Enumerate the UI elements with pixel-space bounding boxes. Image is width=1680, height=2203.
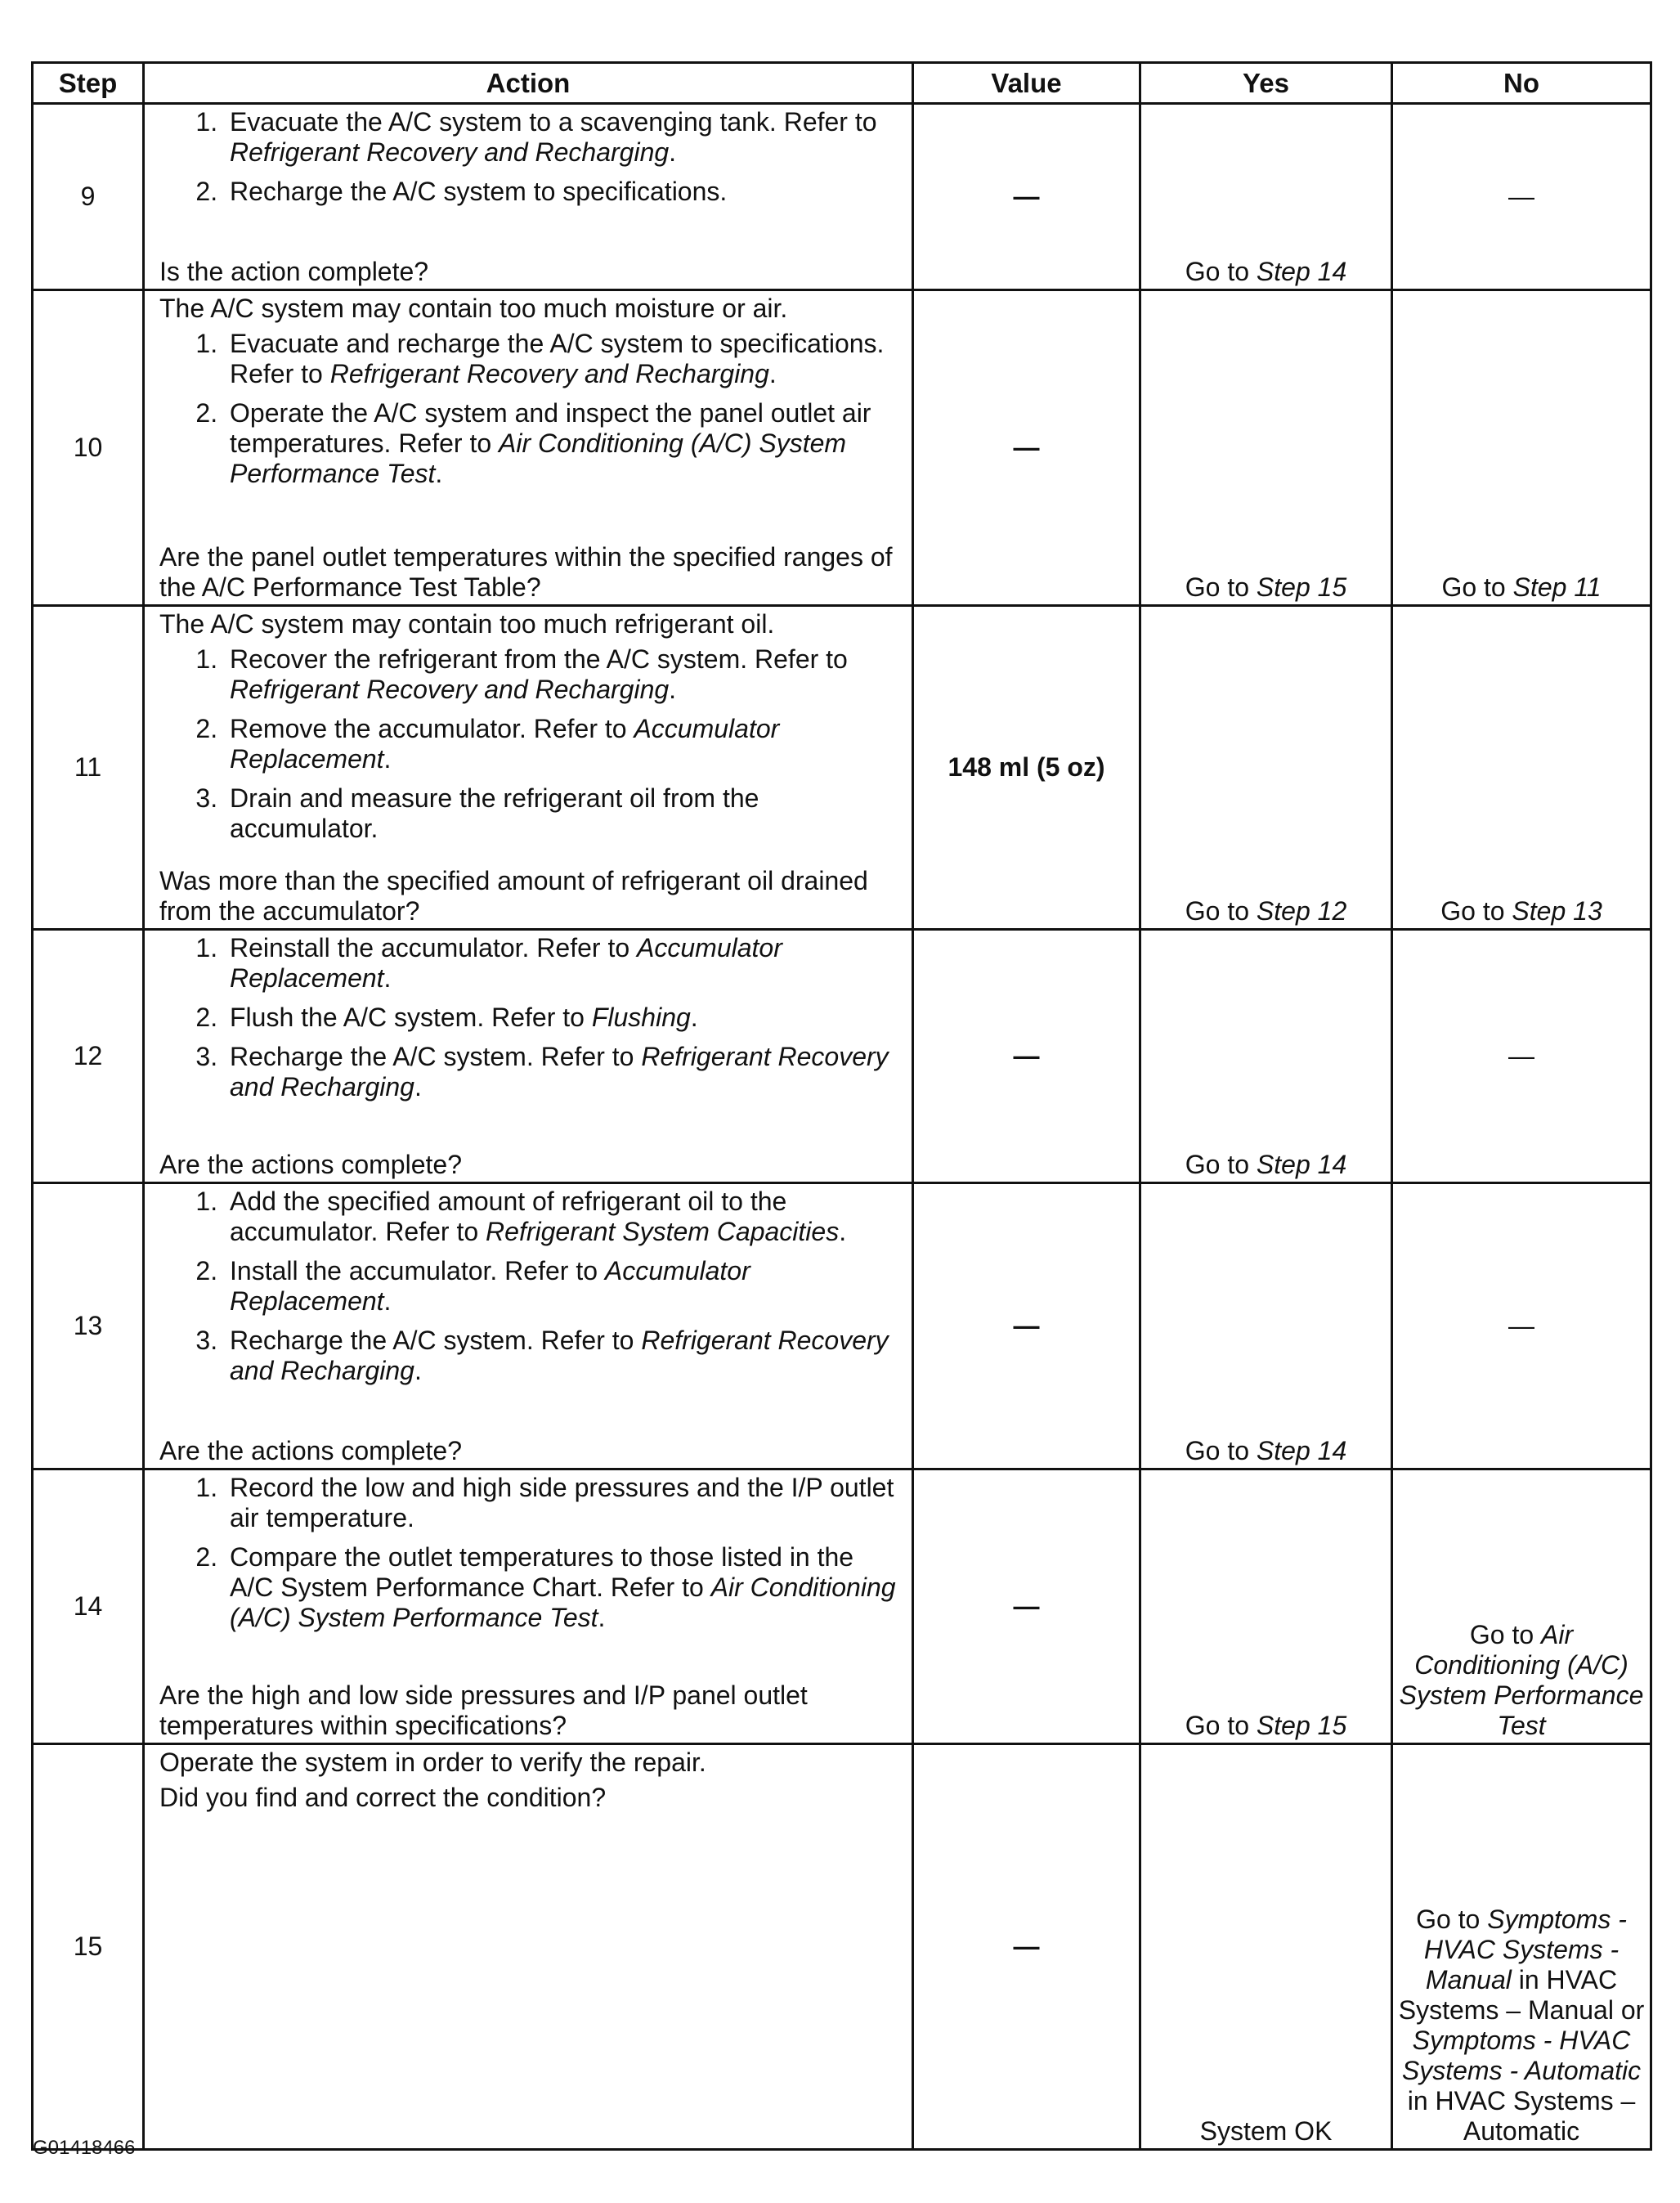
action-step [225, 644, 900, 705]
yes-cell [1140, 104, 1392, 290]
action-cell [144, 1744, 913, 2150]
action-question: Are the actions complete? [159, 1150, 462, 1179]
action-content [159, 933, 900, 1180]
text-run: Operate the A/C system and inspect the panel outlet air temperatures. Refer to [230, 398, 871, 458]
yes-cell [1140, 1183, 1392, 1469]
table-row [33, 1469, 1651, 1744]
action-step [225, 933, 900, 994]
action-question: Are the high and low side pressures and I/P panel outlet temperatures within specifications? [159, 1680, 808, 1740]
reference-link-text: Step 14 [1256, 257, 1347, 286]
value-cell: — [913, 1183, 1140, 1469]
action-step [225, 1473, 900, 1533]
action-step [225, 398, 900, 489]
header-row [33, 63, 1651, 104]
text-run: Go to [1416, 1905, 1488, 1934]
text-run: . [383, 744, 392, 774]
yes-cell [1140, 290, 1392, 606]
reference-link-text: Step 12 [1256, 896, 1347, 926]
text-run: Compare the outlet temperatures to those listed in the A/C System Performance Chart. Refer to [230, 1542, 854, 1602]
text-run: Recharge the A/C system to specifications. [230, 177, 728, 206]
yes-cell [1140, 930, 1392, 1183]
table-row [33, 104, 1651, 290]
reference-link-text: Flushing [591, 1003, 691, 1032]
text-run: Reinstall the accumulator. Refer to [230, 933, 638, 962]
reference-link-text: Refrigerant Recovery and Recharging [230, 137, 670, 167]
no-result [1393, 571, 1650, 604]
action-step [225, 1326, 900, 1386]
text-run: Remove the accumulator. Refer to [230, 714, 634, 743]
action-step [225, 1256, 900, 1317]
text-run: . [598, 1603, 606, 1632]
yes-result [1141, 896, 1391, 928]
value-cell: 148 ml (5 oz) [913, 606, 1140, 930]
text-run: — [1508, 1311, 1534, 1340]
no-cell [1392, 1469, 1651, 1744]
yes-cell [1140, 606, 1392, 930]
action-step [225, 1042, 900, 1102]
reference-link-text: Accumulator Replacement [230, 1256, 750, 1316]
text-run: Go to [1185, 1436, 1257, 1465]
text-run: Install the accumulator. Refer to [230, 1256, 605, 1285]
text-run: in HVAC Systems – Automatic [1407, 2086, 1636, 2146]
value-cell: — [913, 290, 1140, 606]
header-value: Value [913, 63, 1140, 104]
action-content [159, 1187, 900, 1466]
text-run: . [669, 137, 677, 167]
reference-link-text: Accumulator Replacement [230, 933, 782, 993]
action-step [225, 714, 900, 774]
table-row [33, 930, 1651, 1183]
reference-link-text: Refrigerant Recovery and Recharging [329, 359, 769, 388]
no-result [1393, 895, 1650, 928]
reference-link-text: Symptoms - HVAC Systems - Manual [1423, 1905, 1627, 1994]
header-yes: Yes [1140, 63, 1392, 104]
action-intro: The A/C system may contain too much moisture or air. [159, 294, 788, 323]
action-question: Are the actions complete? [159, 1436, 462, 1465]
action-steps [159, 1187, 900, 1395]
text-run: Evacuate the A/C system to a scavenging tank. Refer to [230, 107, 877, 137]
reference-link-text: Air Conditioning (A/C) System Performance Test [230, 428, 847, 488]
reference-link-text: Step 15 [1256, 1711, 1347, 1740]
reference-link-text: Refrigerant Recovery and Recharging [230, 1042, 889, 1102]
yes-result [1141, 257, 1391, 289]
reference-link-text: Refrigerant System Capacities [486, 1217, 840, 1246]
step-number: 14 [33, 1469, 144, 1744]
text-run: . [383, 1286, 392, 1316]
action-cell [144, 606, 913, 930]
header-step: Step [33, 63, 144, 104]
no-cell [1392, 290, 1651, 606]
no-cell [1392, 104, 1651, 290]
no-cell [1392, 930, 1651, 1183]
action-question: Is the action complete? [159, 257, 429, 286]
no-cell [1392, 1744, 1651, 2150]
no-result [1393, 1039, 1650, 1073]
text-run: Drain and measure the refrigerant oil from the accumulator. [230, 783, 759, 843]
action-step [225, 329, 900, 389]
reference-link-text: Step 15 [1256, 572, 1347, 602]
table-row [33, 290, 1651, 606]
yes-result [1141, 2116, 1391, 2148]
action-steps [159, 1473, 900, 1642]
table-body [33, 104, 1651, 2150]
yes-result [1141, 572, 1391, 604]
step-number: 13 [33, 1183, 144, 1469]
text-run: System OK [1199, 2116, 1333, 2146]
step-number: 10 [33, 290, 144, 606]
value-cell: — [913, 930, 1140, 1183]
action-intro: Operate the system in order to verify the repair. [159, 1748, 706, 1777]
text-run: — [1508, 1041, 1534, 1070]
text-run: Add the specified amount of refrigerant oil to the accumulator. Refer to [230, 1187, 787, 1246]
action-step [225, 1187, 900, 1247]
header-action: Action [144, 63, 913, 104]
action-step [225, 783, 900, 844]
figure-id: G01418466 [33, 2137, 136, 2159]
action-step [225, 1003, 900, 1033]
text-run: . [669, 675, 677, 704]
value-cell: — [913, 1744, 1140, 2150]
text-run: Flush the A/C system. Refer to [230, 1003, 592, 1032]
text-run: Go to [1185, 1711, 1257, 1740]
reference-link-text: Step 13 [1512, 896, 1602, 926]
value-cell: — [913, 1469, 1140, 1744]
diagnostic-table [31, 61, 1652, 2151]
step-number: 9 [33, 104, 144, 290]
action-content [159, 107, 900, 287]
step-number: 12 [33, 930, 144, 1183]
text-run: Recover the refrigerant from the A/C system. Refer to [230, 644, 848, 674]
no-result [1393, 1309, 1650, 1343]
no-cell [1392, 1183, 1651, 1469]
action-content [159, 294, 900, 603]
reference-link-text: Air Conditioning (A/C) System Performance Test [230, 1573, 896, 1632]
action-question: Are the panel outlet temperatures within the specified ranges of the A/C Performance Test Table? [159, 542, 893, 602]
reference-link-text: Refrigerant Recovery and Recharging [230, 675, 670, 704]
no-result [1393, 1903, 1650, 2148]
action-step [225, 1542, 900, 1633]
reference-link-text: Step 11 [1512, 572, 1602, 602]
action-cell [144, 104, 913, 290]
table-row [33, 1744, 1651, 2150]
table-row [33, 606, 1651, 930]
reference-link-text: Step 14 [1256, 1436, 1347, 1465]
text-run: Go to [1185, 257, 1257, 286]
text-run: in HVAC Systems – Manual or [1398, 1965, 1645, 2025]
text-run: . [414, 1072, 422, 1102]
action-cell [144, 290, 913, 606]
action-steps [159, 329, 900, 498]
action-content [159, 609, 900, 927]
text-run: — [1508, 182, 1534, 211]
text-run: . [414, 1356, 422, 1385]
action-step [225, 107, 900, 168]
step-number: 11 [33, 606, 144, 930]
no-result [1393, 180, 1650, 213]
action-steps [159, 644, 900, 853]
reference-link-text: Step 14 [1256, 1150, 1347, 1179]
text-run: Go to [1185, 896, 1257, 926]
value-cell: — [913, 104, 1140, 290]
action-cell [144, 1469, 913, 1744]
text-run: Go to [1469, 1620, 1542, 1649]
yes-result [1141, 1711, 1391, 1743]
table-row [33, 1183, 1651, 1469]
reference-link-text: Symptoms - HVAC Systems - Automatic [1401, 2026, 1642, 2085]
text-run: . [768, 359, 777, 388]
text-run: Go to [1185, 572, 1257, 602]
text-run: . [690, 1003, 698, 1032]
yes-cell [1140, 1744, 1392, 2150]
yes-result [1141, 1150, 1391, 1182]
text-run: . [383, 963, 392, 993]
step-number: 15 [33, 1744, 144, 2150]
text-run: . [839, 1217, 847, 1246]
text-run: Go to [1440, 896, 1512, 926]
text-run: Recharge the A/C system. Refer to [230, 1326, 642, 1355]
text-run: Go to [1441, 572, 1513, 602]
action-cell [144, 1183, 913, 1469]
action-steps [159, 933, 900, 1111]
reference-link-text: Accumulator Replacement [230, 714, 780, 774]
action-question: Was more than the specified amount of refrigerant oil drained from the accumulator? [159, 866, 868, 926]
action-content [159, 1473, 900, 1741]
no-result [1393, 1618, 1650, 1743]
text-run: Evacuate and recharge the A/C system to specifications. Refer to [230, 329, 885, 388]
reference-link-text: Air Conditioning (A/C) System Performance Test [1399, 1620, 1644, 1740]
no-cell [1392, 606, 1651, 930]
yes-result [1141, 1436, 1391, 1468]
reference-link-text: Refrigerant Recovery and Recharging [230, 1326, 889, 1385]
text-run: . [435, 459, 443, 488]
action-content [159, 1748, 900, 2147]
text-run: Record the low and high side pressures and the I/P outlet air temperature. [230, 1473, 894, 1532]
action-steps [159, 107, 900, 216]
action-intro: The A/C system may contain too much refrigerant oil. [159, 609, 775, 639]
action-cell [144, 930, 913, 1183]
yes-cell [1140, 1469, 1392, 1744]
text-run: Recharge the A/C system. Refer to [230, 1042, 642, 1071]
text-run: Go to [1185, 1150, 1257, 1179]
action-question: Did you find and correct the condition? [159, 1783, 607, 1812]
action-step [225, 177, 900, 207]
header-no: No [1392, 63, 1651, 104]
